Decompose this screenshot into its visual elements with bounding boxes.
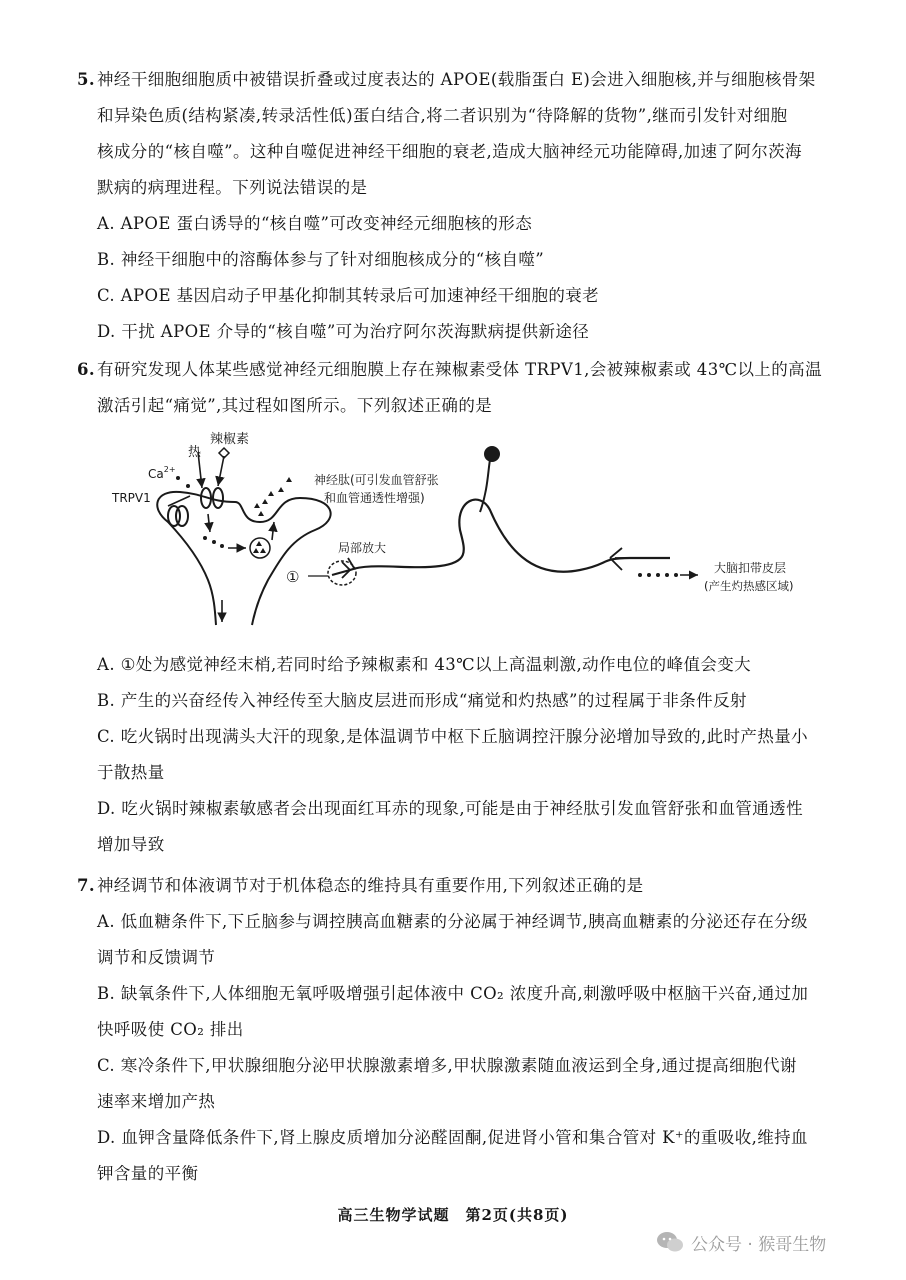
label-trpv1: TRPV1 — [112, 491, 151, 505]
option-d: D. 干扰 APOE 介导的“核自噬”可为治疗阿尔茨海默病提供新途径 — [97, 322, 590, 341]
label-cortex-2: (产生灼热感区域) — [704, 579, 794, 593]
label-cortex: 大脑扣带皮层 — [714, 561, 787, 575]
option-c-cont: 于散热量 — [97, 763, 165, 782]
question-number: 5. — [77, 70, 96, 89]
nerve-ending-outline — [157, 492, 330, 625]
label-magnify: 局部放大 — [338, 541, 387, 555]
sensory-nerve-fiber — [332, 500, 670, 575]
option-a: A. ①处为感觉神经末梢,若同时给予辣椒素和 43℃以上高温刺激,动作电位的峰值会变大 — [97, 655, 752, 674]
stem-line: 神经调节和体液调节对于机体稳态的维持具有重要作用,下列叙述正确的是 — [97, 876, 644, 895]
option-b: B. 神经干细胞中的溶酶体参与了针对细胞核成分的“核自噬” — [97, 250, 545, 269]
option-d: D. 吃火锅时辣椒素敏感者会出现面红耳赤的现象,可能是由于神经肽引发血管舒张和血管通透性 — [97, 799, 803, 818]
stem-line: 激活引起“痛觉”,其过程如图所示。下列叙述正确的是 — [97, 396, 493, 415]
option-d: D. 血钾含量降低条件下,肾上腺皮质增加分泌醛固酮,促进肾小管和集合管对 K⁺的重吸收,维持血 — [97, 1128, 808, 1147]
stem-line: 神经干细胞细胞质中被错误折叠或过度表达的 APOE(载脂蛋白 E)会进入细胞核,并与细胞核骨架 — [97, 70, 816, 89]
stem-line: 有研究发现人体某些感觉神经元细胞膜上存在辣椒素受体 TRPV1,会被辣椒素或 43℃以上的高温 — [97, 360, 822, 379]
label-circle1: ① — [286, 568, 300, 586]
option-a: A. APOE 蛋白诱导的“核自噬”可改变神经元细胞核的形态 — [97, 214, 533, 233]
option-c: C. APOE 基因启动子甲基化抑制其转录后可加速神经干细胞的衰老 — [97, 286, 600, 305]
label-neuropeptide: 神经肽(可引发血管舒张 — [314, 473, 439, 487]
option-d-cont: 增加导致 — [97, 835, 165, 854]
label-ca: $Ca^{2+}$ — [148, 465, 176, 481]
question-number: 7. — [77, 876, 96, 895]
cell-body — [484, 446, 500, 462]
signal-arrows — [168, 452, 274, 622]
stem-line: 和异染色质(结构紧凑,转录活性低)蛋白结合,将二者识别为“待降解的货物”,继而引发针对细胞 — [97, 106, 788, 125]
label-capsaicin: 辣椒素 — [210, 432, 250, 447]
question-5 — [77, 62, 847, 350]
question-6 — [77, 352, 847, 424]
page-footer: 高三生物学试题 第2页(共8页) — [337, 1206, 569, 1224]
option-b: B. 产生的兴奋经传入神经传至大脑皮层进而形成“痛觉和灼热感”的过程属于非条件反射 — [97, 691, 747, 710]
option-b-cont: 快呼吸使 CO₂ 排出 — [97, 1020, 244, 1039]
question-5-stem — [77, 62, 847, 98]
question-7-stem — [77, 868, 847, 904]
neuron-pain-pathway-diagram — [110, 430, 820, 645]
question-7 — [77, 868, 847, 1192]
stem-line: 核成分的“核自噬”。这种自噬促进神经干细胞的衰老,造成大脑神经元功能障碍,加速了阿尔茨海 — [97, 142, 802, 161]
question-number: 6. — [77, 360, 96, 379]
question-6-options — [77, 647, 847, 863]
option-b: B. 缺氧条件下,人体细胞无氧呼吸增强引起体液中 CO₂ 浓度升高,刺激呼吸中枢脑干兴奋,通过加 — [97, 984, 809, 1003]
stem-line: 默病的病理进程。下列说法错误的是 — [97, 178, 368, 197]
option-a: A. 低血糖条件下,下丘脑参与调控胰高血糖素的分泌属于神经调节,胰高血糖素的分泌还存在分级 — [97, 912, 808, 931]
dotted-arrow — [638, 573, 698, 577]
option-c-cont: 速率来增加产热 — [97, 1092, 216, 1111]
wechat-icon — [655, 1230, 685, 1254]
option-d-cont: 钾含量的平衡 — [97, 1164, 199, 1183]
calcium-ion-dots — [176, 476, 224, 548]
label-neuropeptide-2: 和血管通透性增强) — [324, 491, 425, 505]
option-c: C. 寒冷条件下,甲状腺细胞分泌甲状腺激素增多,甲状腺激素随血液运到全身,通过提高细胞代谢 — [97, 1056, 797, 1075]
option-a-cont: 调节和反馈调节 — [97, 948, 216, 967]
watermark — [655, 1226, 895, 1258]
watermark-text: 公众号 · 猴哥生物 — [691, 1234, 827, 1255]
released-neuropeptide — [254, 477, 292, 516]
option-c: C. 吃火锅时出现满头大汗的现象,是体温调节中枢下丘脑调控汗腺分泌增加导致的,此时产热量小 — [97, 727, 809, 746]
question-6-stem — [77, 352, 847, 388]
label-heat: 热 — [188, 445, 202, 460]
vesicle — [250, 538, 270, 558]
